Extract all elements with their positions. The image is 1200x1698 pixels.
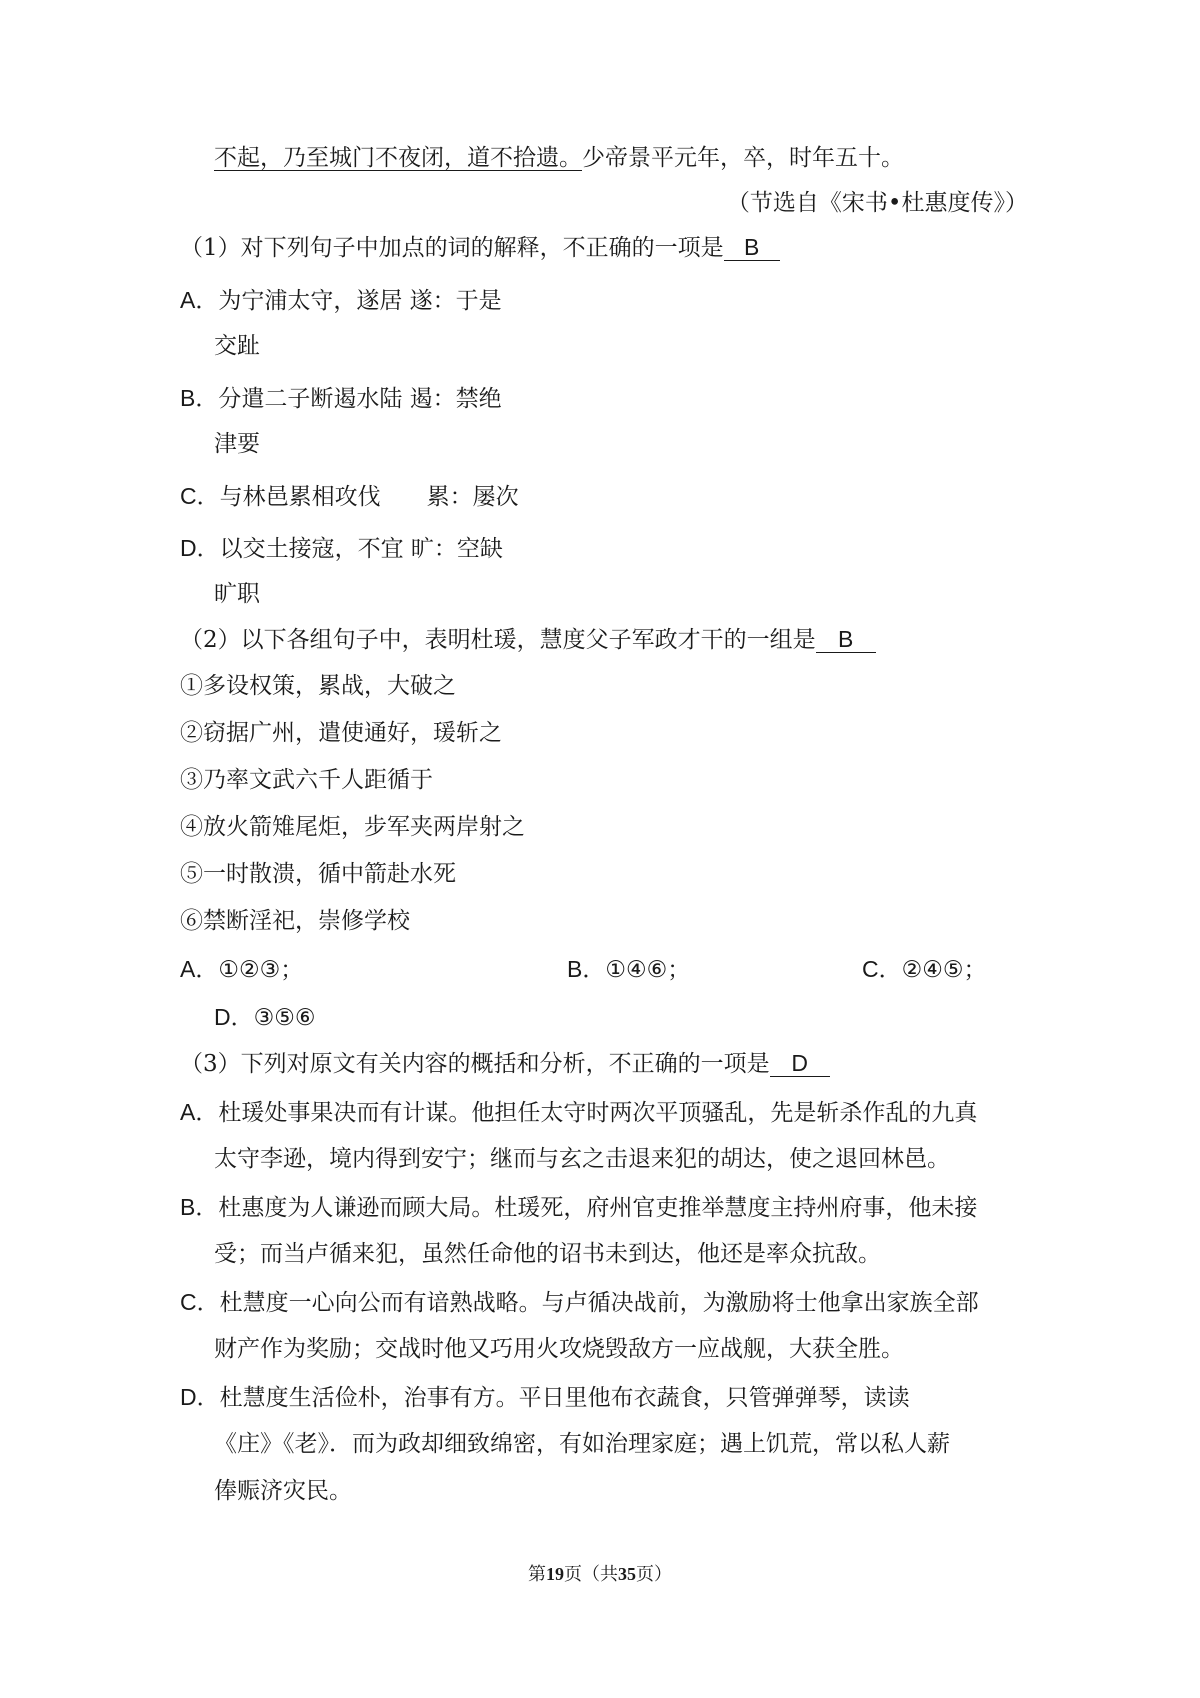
q2-answer: B: [816, 626, 876, 653]
q2-stem: （2）以下各组句子中，表明杜瑗，慧度父子军政才干的一组是: [180, 627, 816, 653]
footer-prefix: 第: [528, 1564, 546, 1585]
q2-choice-b-letter: B．: [567, 956, 606, 982]
q2-choice-d-letter: D．: [214, 1004, 254, 1030]
q1-option-c-letter: C．: [180, 483, 220, 509]
q1-option-b-cont: 津要: [214, 431, 260, 457]
q3-option-d-line: 《庄》《老》．而为政却细致绵密，有如治理家庭；遇上饥荒，常以私人薪: [214, 1431, 950, 1457]
q1-answer: B: [724, 234, 780, 261]
q1-option-b-letter: B．: [180, 385, 219, 411]
q3-option-a-line: 太守李逊，境内得到安宁；继而与玄之击退来犯的胡达，使之退回林邑。: [214, 1146, 950, 1172]
q3-option-b-letter: B．: [180, 1194, 219, 1220]
footer-page-number: 19: [546, 1564, 564, 1584]
q3-answer: D: [770, 1050, 830, 1077]
q3-stem: （3）下列对原文有关内容的概括和分析，不正确的一项是: [180, 1051, 770, 1077]
q2-item: ⑤一时散溃，循中箭赴水死: [180, 861, 456, 887]
q1-option-d: [180, 533, 503, 564]
q3-option-d-letter: D．: [180, 1384, 220, 1410]
q1-option-a: [180, 285, 502, 316]
q2-item: ⑥禁断淫祀，崇修学校: [180, 908, 410, 934]
q2-item: ③乃率文武六千人距循于: [180, 767, 433, 793]
q3-option-d-line: 俸赈济灾民。: [214, 1478, 352, 1504]
q1-option-a-letter: A．: [180, 287, 219, 313]
q2-choice-c-text: ②④⑤；: [901, 957, 987, 983]
q1-option-a-cont: 交趾: [214, 333, 260, 359]
passage-line: [214, 143, 904, 173]
page-footer: [0, 1560, 1200, 1586]
q3-option-c-line: 杜慧度一心向公而有谙熟战略。与卢循决战前，为激励将士他拿出家族全部: [219, 1290, 979, 1316]
q2-choice-a: [180, 954, 303, 985]
q2-choice-b-text: ①④⑥；: [605, 957, 691, 983]
q2-choice-d-text: ③⑤⑥: [253, 1005, 316, 1031]
q2-item: ②窃据广州，遣使通好，瑗斩之: [180, 720, 502, 746]
underlined-sentence: 不起，乃至城门不夜闭，道不拾遗。: [214, 145, 582, 171]
q3-option-d: [180, 1382, 910, 1413]
q3-option-c: [180, 1287, 979, 1318]
q1-option-a-text: 为宁浦太守，遂居 遂：于是: [218, 288, 502, 314]
q1-option-d-text: 以交土接寇，不宜 旷：空缺: [219, 536, 503, 562]
q1-option-b: [180, 383, 502, 414]
q3-option-a-letter: A．: [180, 1099, 219, 1125]
footer-suffix: 页）: [636, 1564, 672, 1585]
q2-choice-c-letter: C．: [862, 956, 902, 982]
q2-choice-b: [567, 954, 690, 985]
q1-stem-line: [180, 233, 780, 263]
q3-option-b-line: 杜惠度为人谦逊而顾大局。杜瑗死，府州官吏推举慧度主持州府事，他未接: [218, 1195, 978, 1221]
passage-trailing: 少帝景平元年，卒，时年五十。: [582, 145, 904, 171]
q2-choice-a-text: ①②③；: [218, 957, 304, 983]
q3-option-a-line: 杜瑗处事果决而有计谋。他担任太守时两次平顶骚乱，先是斩杀作乱的九真: [218, 1100, 978, 1126]
q2-stem-line: [180, 625, 876, 655]
q2-item: ①多设权策，累战，大破之: [180, 673, 456, 699]
q1-option-d-cont: 旷职: [214, 581, 260, 607]
q1-option-b-text: 分遣二子断遏水陆 遏：禁绝: [218, 386, 502, 412]
q3-option-c-line: 财产作为奖励；交战时他又巧用火攻烧毁敌方一应战舰，大获全胜。: [214, 1336, 904, 1362]
q3-option-a: [180, 1097, 977, 1128]
q3-option-d-line: 杜慧度生活俭朴，治事有方。平日里他布衣蔬食，只管弹弹琴，读读: [219, 1385, 910, 1411]
footer-total-pages: 35: [618, 1564, 636, 1584]
q1-option-c: [180, 481, 519, 512]
footer-middle: 页（共: [564, 1564, 618, 1585]
q1-option-c-text: 与林邑累相攻伐 累：屡次: [219, 484, 519, 510]
q3-option-b-line: 受；而当卢循来犯，虽然任命他的诏书未到达，他还是率众抗敌。: [214, 1241, 881, 1267]
q2-item: ④放火箭雉尾炬，步军夹两岸射之: [180, 814, 525, 840]
q1-option-d-letter: D．: [180, 535, 220, 561]
q3-stem-line: [180, 1049, 830, 1079]
q3-option-b: [180, 1192, 977, 1223]
q2-choice-a-letter: A．: [180, 956, 219, 982]
q1-stem: （1）对下列句子中加点的词的解释，不正确的一项是: [180, 235, 724, 261]
q2-choice-d: [214, 1002, 315, 1033]
q3-option-c-letter: C．: [180, 1289, 220, 1315]
passage-source: （节选自《宋书•杜惠度传》）: [726, 190, 1028, 216]
q2-choice-c: [862, 954, 986, 985]
